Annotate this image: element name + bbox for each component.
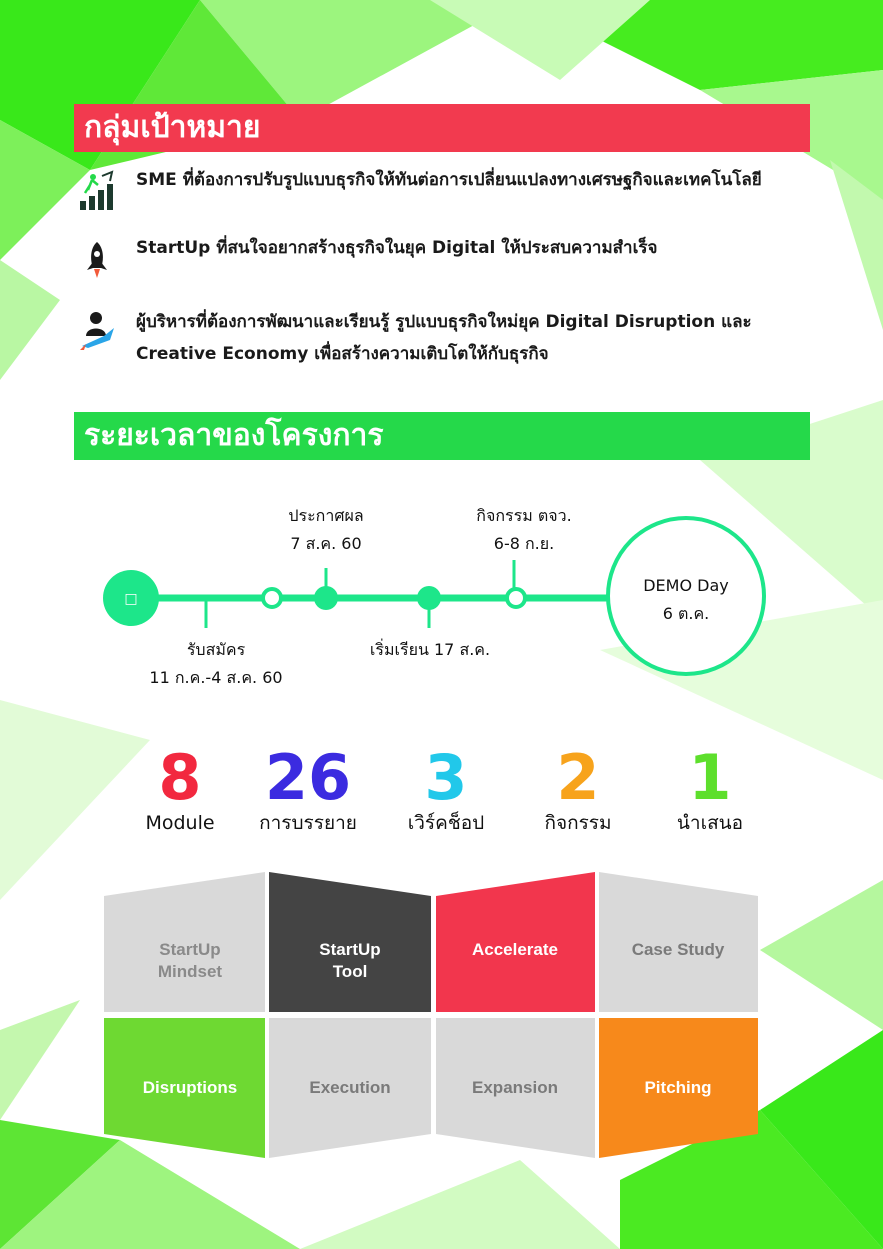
timeline-node (263, 589, 281, 607)
stat-number: 1 (688, 741, 732, 814)
stat-workshops (386, 741, 506, 835)
module-execution: Execution (309, 1078, 391, 1097)
stat-label: กิจกรรม (544, 812, 612, 834)
event-date: 7 ส.ค. 60 (290, 534, 362, 553)
module-startup-tool (267, 939, 433, 983)
stat-label: นำเสนอ (676, 812, 744, 834)
growth-chart-icon (74, 168, 120, 214)
target-item-text: SME ที่ต้องการปรับรูปแบบธุรกิจให้ทันต่อการเปลี่ยนแปลงทางเศรษฐกิจและเทคโนโลยี (136, 170, 762, 190)
stat-pitch (650, 741, 770, 835)
target-item-text: StartUp ที่สนใจอยากสร้างธุรกิจในยุค Digital ให้ประสบความสำเร็จ (136, 238, 658, 258)
target-item-executive (74, 306, 816, 370)
module-grid (0, 860, 883, 1170)
module-pitching: Pitching (644, 1078, 712, 1097)
business-rocket-icon (74, 306, 120, 352)
event-label: ประกาศผล (288, 506, 364, 525)
module-line: Tool (332, 962, 368, 981)
stat-number: 3 (424, 741, 468, 814)
timeline-event-demo-day (616, 572, 756, 628)
module-line: StartUp (159, 940, 221, 959)
module-disruptions: Disruptions (142, 1078, 238, 1097)
timeline-title: ระยะเวลาของโครงการ (74, 412, 810, 460)
timeline-event-apply (136, 636, 296, 692)
event-date: 6-8 ก.ย. (493, 534, 555, 553)
target-item-sme (74, 168, 762, 214)
timeline-event-announce (256, 502, 396, 558)
event-label: กิจกรรม ตจว. (476, 506, 572, 525)
timeline-event-start-class (350, 636, 510, 664)
timeline-start-marker: □ (124, 591, 138, 607)
module-accelerate: Accelerate (471, 940, 558, 959)
timeline-node (507, 589, 525, 607)
module-startup-mindset (107, 939, 273, 983)
event-label: DEMO Day (643, 576, 729, 595)
rocket-icon (74, 236, 120, 282)
stat-label: Module (145, 812, 215, 834)
module-line: Mindset (157, 962, 223, 981)
target-item-text: ผู้บริหารที่ต้องการพัฒนาและเรียนรู้ รูปแบบธุรกิจใหม่ยุค Digital Disruption และ Creative Economy เพื่อสร้างความเติบโตให้กับธุรกิจ (136, 312, 752, 364)
stat-label: เวิร์คช็อป (407, 812, 485, 834)
stat-number: 8 (158, 741, 202, 814)
event-date: 6 ต.ค. (662, 604, 710, 623)
stat-lectures (248, 741, 368, 835)
stat-label: การบรรยาย (259, 812, 357, 834)
module-line: StartUp (319, 940, 381, 959)
module-case-study: Case Study (631, 940, 725, 959)
module-expansion: Expansion (472, 1078, 558, 1097)
stat-modules (120, 741, 240, 835)
stat-activities (518, 741, 638, 835)
timeline-node (314, 586, 338, 610)
timeline-node (417, 586, 441, 610)
event-label: รับสมัคร (186, 640, 246, 659)
stat-number: 26 (264, 741, 352, 814)
target-group-title: กลุ่มเป้าหมาย (74, 104, 810, 152)
event-label: เริ่มเรียน 17 ส.ค. (369, 640, 491, 659)
timeline-event-provincial (444, 502, 604, 558)
event-date: 11 ก.ค.-4 ส.ค. 60 (149, 668, 283, 687)
target-item-startup (74, 236, 658, 282)
stat-number: 2 (556, 741, 600, 814)
